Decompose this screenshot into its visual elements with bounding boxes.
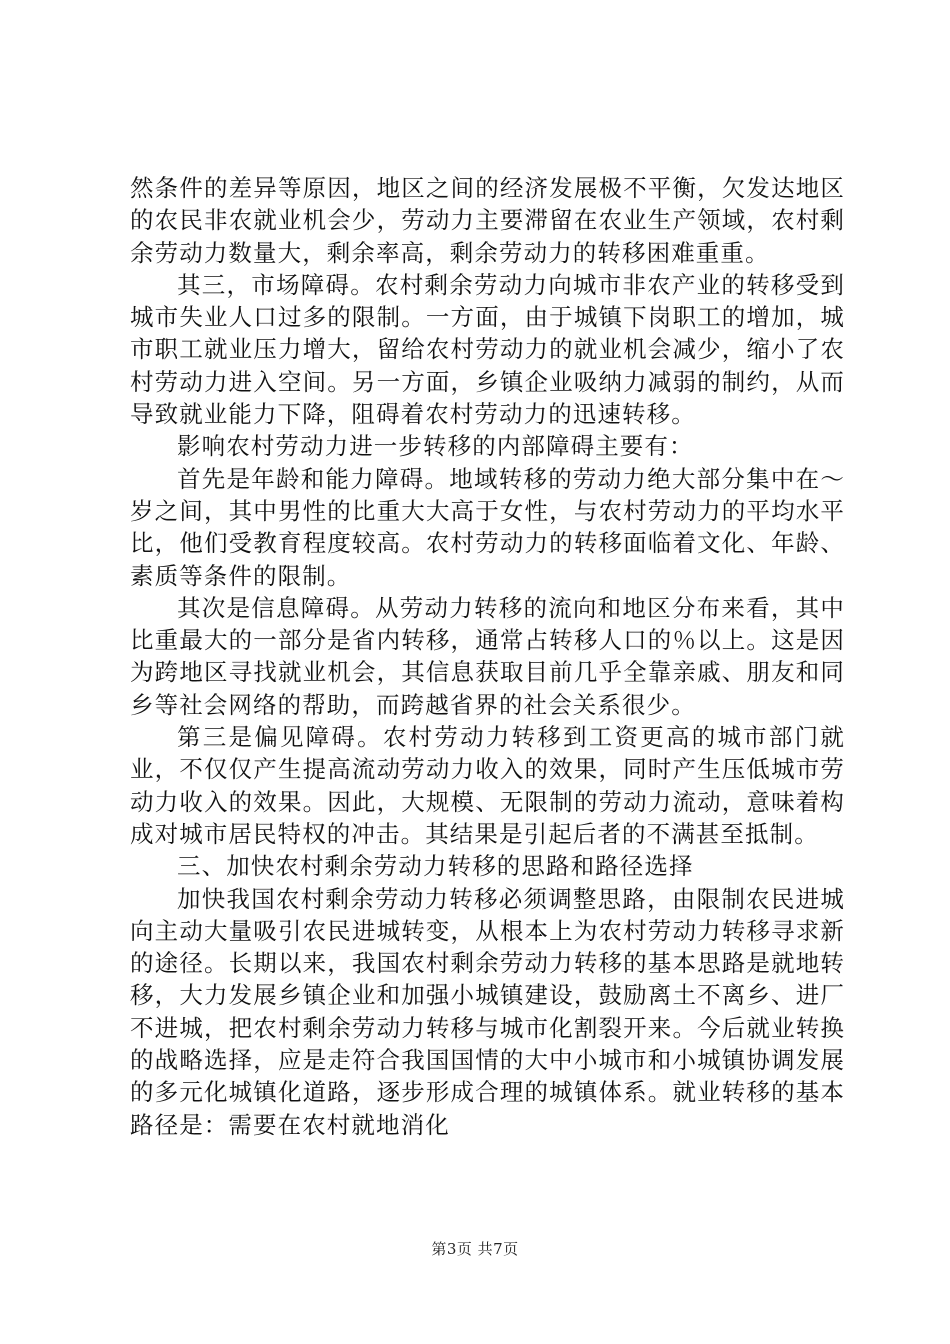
- paragraph-continuation: 然条件的差异等原因，地区之间的经济发展极不平衡，欠发达地区的农民非农就业机会少，劳动力主要滞留在农业生产领域，农村剩余劳动力数量大，剩余率高，剩余劳动力的转移困难重重。: [130, 174, 845, 267]
- paragraph-prejudice-barrier: 第三是偏见障碍。农村劳动力转移到工资更高的城市部门就业，不仅仅产生提高流动劳动力收入的效果，同时产生压低城市劳动力收入的效果。因此，大规模、无限制的劳动力流动，意味着构成对城市居民特权的冲击。其结果是引起后者的不满甚至抵制。: [130, 723, 845, 848]
- page-footer: 第3页 共7页: [431, 1240, 519, 1258]
- paragraph-internal-barriers-intro: 影响农村劳动力进一步转移的内部障碍主要有：: [177, 432, 694, 461]
- section-heading: 三、加快农村剩余劳动力转移的思路和路径选择: [177, 852, 694, 881]
- paragraph-age-ability-barrier: 首先是年龄和能力障碍。地域转移的劳动力绝大部分集中在～岁之间，其中男性的比重大大高于女性，与农村劳动力的平均水平比，他们受教育程度较高。农村劳动力的转移面临着文化、年龄、素质等条件的限制。: [130, 464, 845, 590]
- paragraph-strategy: 加快我国农村剩余劳动力转移必须调整思路，由限制农民进城向主动大量吸引农民进城转变，从根本上为农村劳动力转移寻求新的途径。长期以来，我国农村剩余劳动力转移的基本思路是就地转移，大力发展乡镇企业和加强小城镇建设，鼓励离土不离乡、进厂不进城，把农村剩余劳动力转移与城市化割裂开来。今后就业转换的战略选择，应是走符合我国国情的大中小城市和小城镇协调发展的多元化城镇化道路，逐步形成合理的城镇体系。就业转移的基本路径是：需要在农村就地消化: [130, 884, 845, 1139]
- paragraph-market-barrier: 其三，市场障碍。农村剩余劳动力向城市非农产业的转移受到城市失业人口过多的限制。一方面，由于城镇下岗职工的增加，城市职工就业压力增大，留给农村劳动力的就业机会减少，缩小了农村劳动力进入空间。另一方面，乡镇企业吸纳力减弱的制约，从而导致就业能力下降，阻碍着农村劳动力的迅速转移。: [130, 270, 845, 429]
- paragraph-information-barrier: 其次是信息障碍。从劳动力转移的流向和地区分布来看，其中比重最大的一部分是省内转移，通常占转移人口的％以上。这是因为跨地区寻找就业机会，其信息获取目前几乎全靠亲戚、朋友和同乡等社会网络的帮助，而跨越省界的社会关系很少。: [130, 593, 845, 719]
- body-text: [130, 172, 845, 1141]
